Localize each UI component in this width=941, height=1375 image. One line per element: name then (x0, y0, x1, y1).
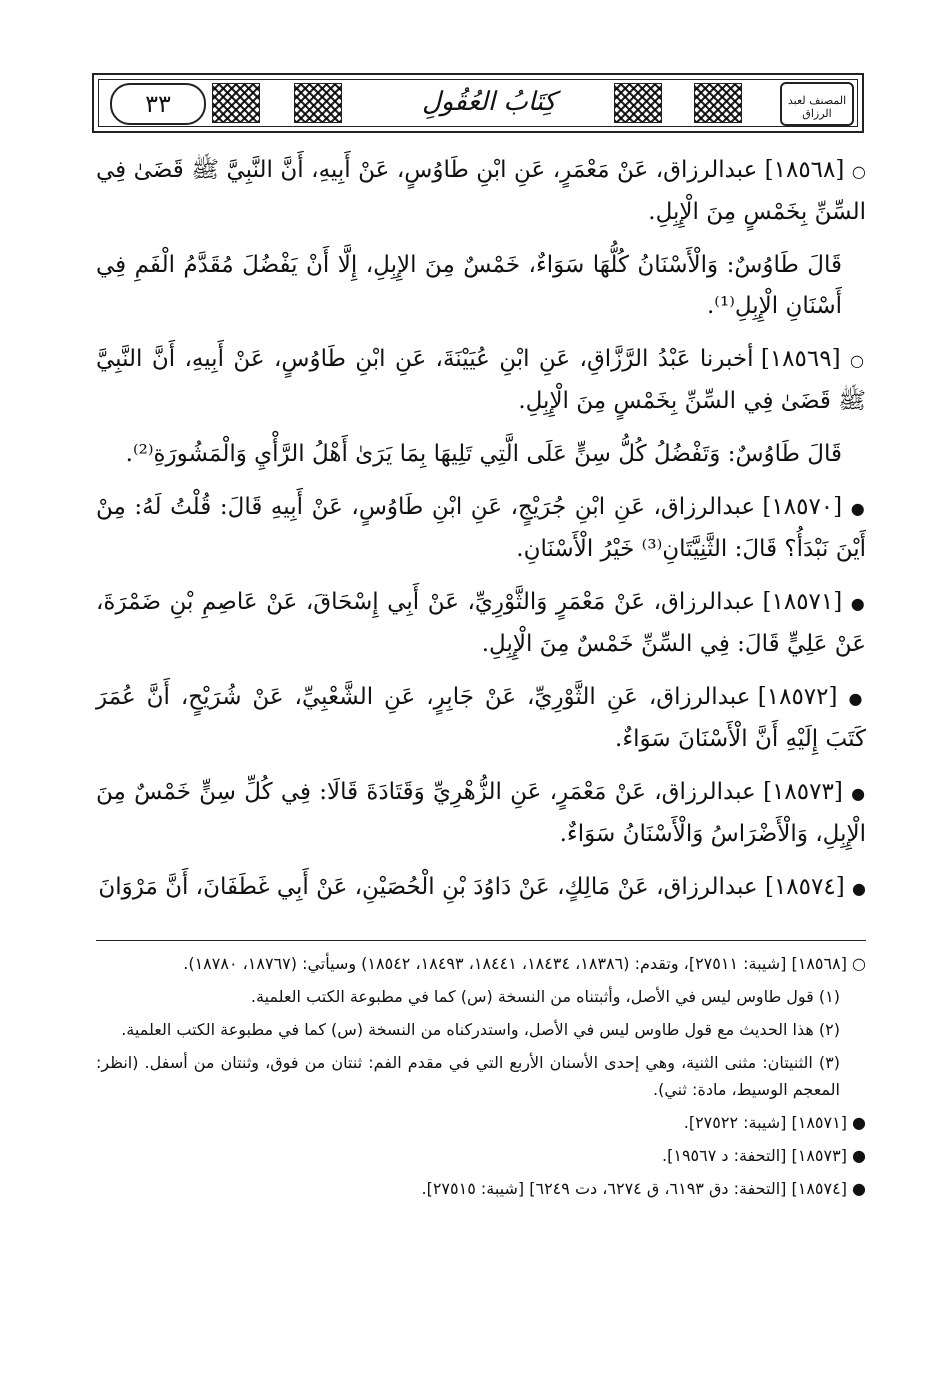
ornament-icon (294, 83, 342, 123)
page-number: ٣٣ (110, 83, 206, 125)
hadith-text: [١٨٥٧٣] عبدالرزاق، عَنْ مَعْمَرٍ، عَنِ الزُّهْرِيِّ وَقَتَادَةَ قَالَا: فِي كُلِّ سِنٍّ خَمْسٌ مِنَ الْإِبِلِ، وَالْأَضْرَاسُ وَالْأَسْنَانُ سَوَاءٌ. (96, 779, 866, 847)
footnote-item (96, 1175, 866, 1202)
hadith-text: [١٨٥٧٠] عبدالرزاق، عَنِ ابْنِ جُرَيْجٍ، عَنِ ابْنِ طَاوُسٍ، عَنْ أَبِيهِ قَالَ: قُلْتُ لَهُ: مِنْ أَيْنَ نَبْدَأُ؟ قَالَ: الثَّنِيَّتَانِ⁽³⁾ خَيْرُ الْأَسْنَانِ. (96, 494, 866, 562)
ornament-icon (212, 83, 260, 123)
hadith-marker: ● (850, 594, 866, 613)
footnotes (96, 950, 866, 1208)
hadith-paragraph (96, 772, 866, 855)
hadith-paragraph (96, 487, 866, 570)
hadith-paragraph (96, 677, 866, 760)
footnote-item (96, 1142, 866, 1169)
footnote-text: (٢) هذا الحديث مع قول طاوس ليس في الأصل، واستدركناه من النسخة (س) كما في مطبوعة الكتب العلمية. (121, 1020, 840, 1039)
hadith-marker: ● (852, 879, 866, 898)
footnote-divider (96, 940, 866, 941)
seal-text: المصنف لعبد الرزاق (787, 94, 847, 120)
footnote-item (96, 983, 866, 1010)
footnote-text: [١٨٥٧٣] [التحفة: د ١٩٥٦٧]. (662, 1146, 847, 1165)
footnote-marker: ● (852, 1146, 866, 1165)
footnote-marker: ○ (852, 954, 866, 973)
hadith-text: [١٨٥٦٨] عبدالرزاق، عَنْ مَعْمَرٍ، عَنِ ابْنِ طَاوُسٍ، عَنْ أَبِيهِ، أَنَّ النَّبِيَّ ﷺ قَضَىٰ فِي السِّنِّ بِخَمْسٍ مِنَ الْإِبِلِ. (96, 157, 866, 225)
footnote-text: [١٨٥٧٤] [التحفة: دق ٦١٩٣، ق ٦٢٧٤، دت ٦٢٤٩] [شيبة: ٢٧٥١٥]. (421, 1179, 847, 1198)
hadith-text: [١٨٥٦٩] أخبرنا عَبْدُ الرَّزَّاقِ، عَنِ ابْنِ عُيَيْنَةَ، عَنِ ابْنِ طَاوُسٍ، عَنْ أَبِيهِ، أَنَّ النَّبِيَّ ﷺ قَضَىٰ فِي السِّنِّ بِخَمْسٍ مِنَ الْإِبِلِ. (96, 346, 866, 414)
footnote-item (96, 1049, 866, 1103)
hadith-marker: ● (850, 499, 866, 518)
hadith-text: قَالَ طَاوُسٌ: وَالْأَسْنَانُ كُلُّهَا سَوَاءٌ، خَمْسٌ مِنَ الإِبِلِ، إِلَّا أَنْ يَفْضُلَ مُقَدَّمُ الْفَمِ فِي أَسْنَانِ الْإِبِلِ⁽¹⁾. (96, 252, 842, 319)
book-title: كِتَابُ العُقُولِ (421, 87, 557, 117)
hadith-marker: ● (848, 689, 867, 708)
hadith-marker: ○ (849, 351, 866, 370)
hadith-paragraph (96, 245, 866, 327)
hadith-paragraph (96, 150, 866, 233)
hadith-text: [١٨٥٧١] عبدالرزاق، عَنْ مَعْمَرٍ وَالثَّوْرِيِّ، عَنْ أَبِي إِسْحَاقَ، عَنْ عَاصِمِ بْنِ ضَمْرَةَ، عَنْ عَلِيٍّ قَالَ: فِي السِّنِّ خَمْسٌ مِنَ الْإِبِلِ. (96, 589, 866, 657)
hadith-paragraph (96, 867, 866, 909)
publisher-seal-icon (780, 82, 854, 126)
page-header (92, 73, 864, 133)
hadith-paragraph (96, 434, 866, 475)
hadith-paragraph (96, 582, 866, 665)
footnote-text: [١٨٥٦٨] [شيبة: ٢٧٥١١]، وتقدم: (١٨٣٨٦، ١٨٤٣٤، ١٨٤٤١، ١٨٤٩٣، ١٨٥٤٢) وسيأتي: (١٨٧٦٧، ١٨٧٨٠). (183, 954, 847, 973)
ornament-icon (614, 83, 662, 123)
main-text (96, 150, 866, 921)
footnote-text: (٣) الثنيتان: مثنى الثنية، وهي إحدى الأسنان الأربع التي في مقدم الفم: ثنتان من فوق، وثنتان من أسفل. (انظر: المعجم الوسيط، مادة: ثني). (96, 1053, 840, 1099)
footnote-text: [١٨٥٧١] [شيبة: ٢٧٥٢٢]. (683, 1113, 847, 1132)
hadith-text: [١٨٥٧٢] عبدالرزاق، عَنِ الثَّوْرِيِّ، عَنْ جَابِرٍ، عَنِ الشَّعْبِيِّ، عَنْ شُرَيْحٍ، أَنَّ عُمَرَ كَتَبَ إِلَيْهِ أَنَّ الْأَسْنَانَ سَوَاءٌ. (96, 684, 866, 752)
hadith-text: قَالَ طَاوُسٌ: وَتَفْضُلُ كُلُّ سِنٍّ عَلَى الَّتِي تَلِيهَا بِمَا يَرَىٰ أَهْلُ الرَّأْيِ وَالْمَشُورَةِ⁽²⁾. (125, 441, 842, 467)
footnote-text: (١) قول طاوس ليس في الأصل، وأثبتناه من النسخة (س) كما في مطبوعة الكتب العلمية. (250, 987, 840, 1006)
hadith-marker: ● (851, 784, 867, 803)
ornament-icon (694, 83, 742, 123)
footnote-item (96, 1109, 866, 1136)
hadith-marker: ○ (851, 162, 867, 181)
footnote-marker: ● (852, 1179, 866, 1198)
hadith-paragraph (96, 339, 866, 422)
footnote-marker: ● (852, 1113, 866, 1132)
hadith-text: [١٨٥٧٤] عبدالرزاق، عَنْ مَالِكٍ، عَنْ دَاوُدَ بْنِ الْحُصَيْنِ، عَنْ أَبِي غَطَفَانَ، أَنَّ مَرْوَانَ (98, 874, 845, 900)
footnote-item (96, 950, 866, 977)
footnote-item (96, 1016, 866, 1043)
